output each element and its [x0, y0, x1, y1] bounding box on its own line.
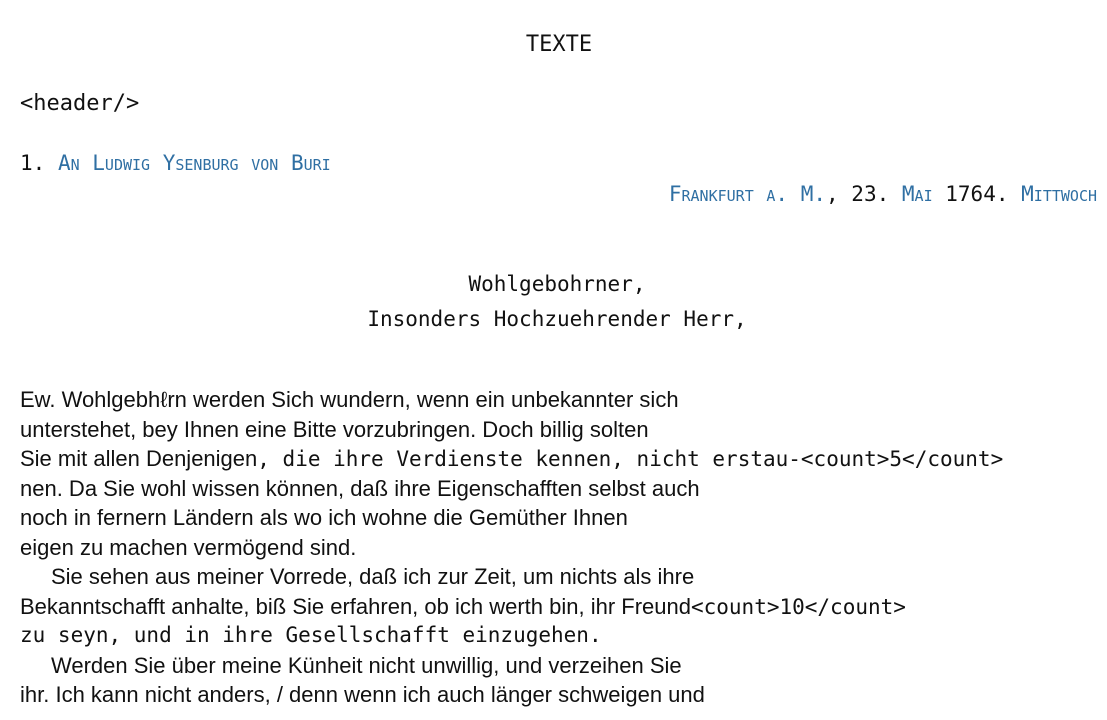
letter-weekday: Mittwoch	[1021, 182, 1097, 206]
body-line	[20, 592, 1100, 622]
place-date	[669, 182, 1097, 206]
page-title: TEXTE	[525, 32, 593, 57]
body-line: nen. Da Sie wohl wissen können, daß ihre Eigenschafften selbst auch	[20, 475, 700, 501]
body-line-part: Sie mit allen Denjenigen	[20, 446, 258, 471]
body-line: zu seyn, und in ihre Gesellschafft einzugehen.	[20, 623, 602, 647]
letter-body	[20, 385, 1100, 710]
body-line: eigen zu machen vermögend sind.	[20, 534, 357, 560]
body-line: Sie sehen aus meiner Vorrede, daß ich zur Zeit, um nichts als ihre	[51, 564, 695, 589]
letter-number: 1.	[20, 151, 46, 175]
line-count-marker: <count>10</count>	[690, 594, 906, 619]
body-line: Ew. Wohlgebhℓrn werden Sich wundern, wenn ein unbekannter sich	[20, 387, 679, 412]
body-line: Werden Sie über meine Künheit nicht unwillig, und verzeihen Sie	[51, 652, 682, 678]
body-line: noch in fernern Ländern als wo ich wohne die Gemüther Ihnen	[20, 505, 628, 530]
salutation-line-2: Insonders Hochzuehrender Herr,	[367, 307, 747, 331]
letter-recipient: An Ludwig Ysenburg von Buri	[57, 151, 331, 175]
letter-month: Mai	[901, 182, 933, 206]
body-line	[20, 444, 1100, 474]
salutation	[0, 267, 1107, 337]
letter-day: 23.	[851, 182, 890, 206]
letter-place: Frankfurt a. M.	[668, 182, 826, 206]
body-line: unterstehet, bey Ihnen eine Bitte vorzubringen. Doch billig solten	[20, 416, 649, 442]
body-line: ihr. Ich kann nicht anders, / denn wenn ich auch länger schweigen und	[20, 682, 705, 707]
place-separator: ,	[825, 182, 839, 206]
body-line-part-mono: , die ihre Verdienste kennen, nicht erstau-<count>5</count>	[257, 447, 1004, 471]
letter-year: 1764.	[945, 182, 1009, 206]
salutation-line-1: Wohlgebohrner,	[468, 272, 646, 296]
letter-heading	[20, 151, 331, 175]
body-line-part: Bekanntschafft anhalte, biß Sie erfahren, ob ich werth bin, ihr Freund	[20, 593, 691, 619]
header-tag: <header/>	[20, 91, 140, 116]
